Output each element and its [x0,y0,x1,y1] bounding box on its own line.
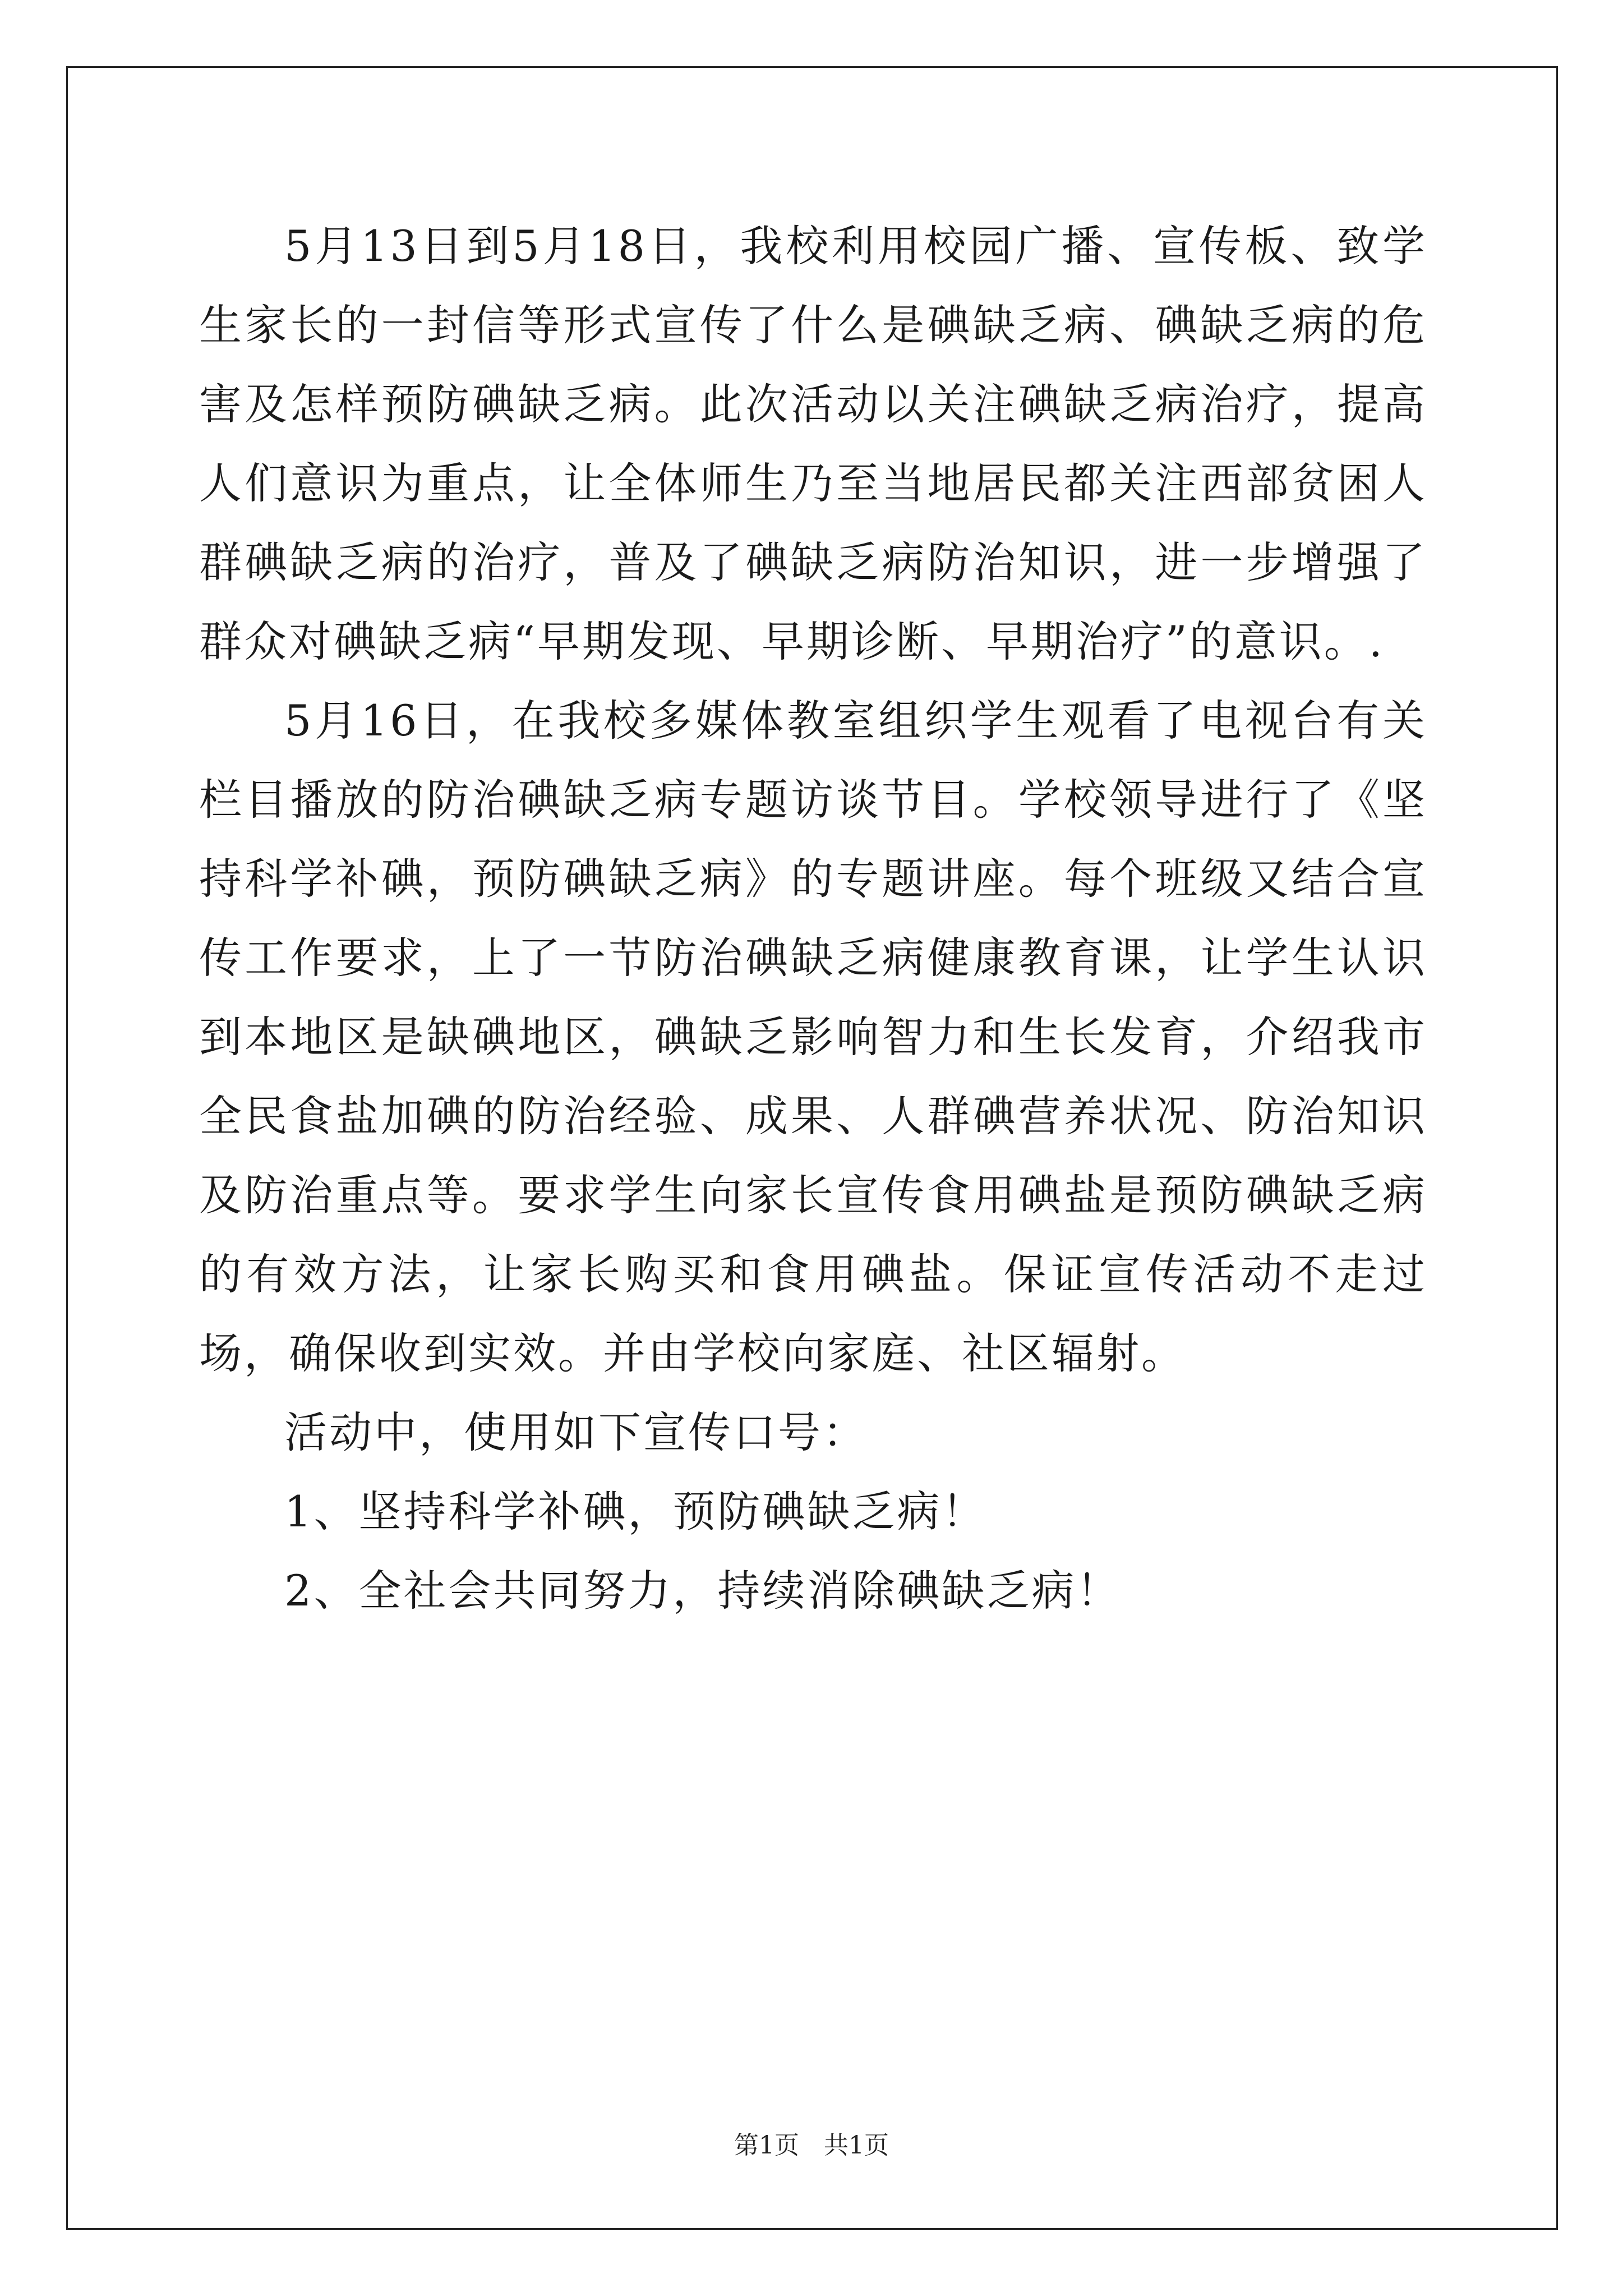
paragraph-1: 5月13日到5月18日，我校利用校园广播、宣传板、致学生家长的一封信等形式宣传了什么是碘缺乏病、碘缺乏病的危害及怎样预防碘缺乏病。此次活动以关注碘缺乏病治疗，提高人们意识为重点，让全体师生乃至当地居民都关注西部贫困人群碘缺乏病的治疗，普及了碘缺乏病防治知识，进一步增强了群众对碘缺乏病“早期发现、早期诊断、早期治疗”的意识。. [199,221,1427,666]
document-body [199,206,1427,1630]
paragraph-2: 5月16日，在我校多媒体教室组织学生观看了电视台有关栏目播放的防治碘缺乏病专题访谈节目。学校领导进行了《坚持科学补碘，预防碘缺乏病》的专题讲座。每个班级又结合宣传工作要求，上了一节防治碘缺乏病健康教育课，让学生认识到本地区是缺碘地区，碘缺乏影响智力和生长发育，介绍我市全民食盐加碘的防治经验、成果、人群碘营养状况、防治知识及防治重点等。要求学生向家长宣传食用碘盐是预防碘缺乏病的有效方法，让家长购买和食用碘盐。保证宣传活动不走过场，确保收到实效。并由学校向家庭、社区辐射。 [199,696,1427,1378]
slogan-1: 1、坚持科学补碘，预防碘缺乏病！ [284,1487,987,1536]
page-total: 共1页 [824,2131,889,2160]
paragraph-3: 活动中，使用如下宣传口号： [284,1407,868,1457]
page-number: 第1页 [734,2131,799,2160]
page-footer [0,2125,1623,2161]
slogan-2: 2、全社会共同努力，持续消除碘缺乏病！ [284,1566,1122,1616]
